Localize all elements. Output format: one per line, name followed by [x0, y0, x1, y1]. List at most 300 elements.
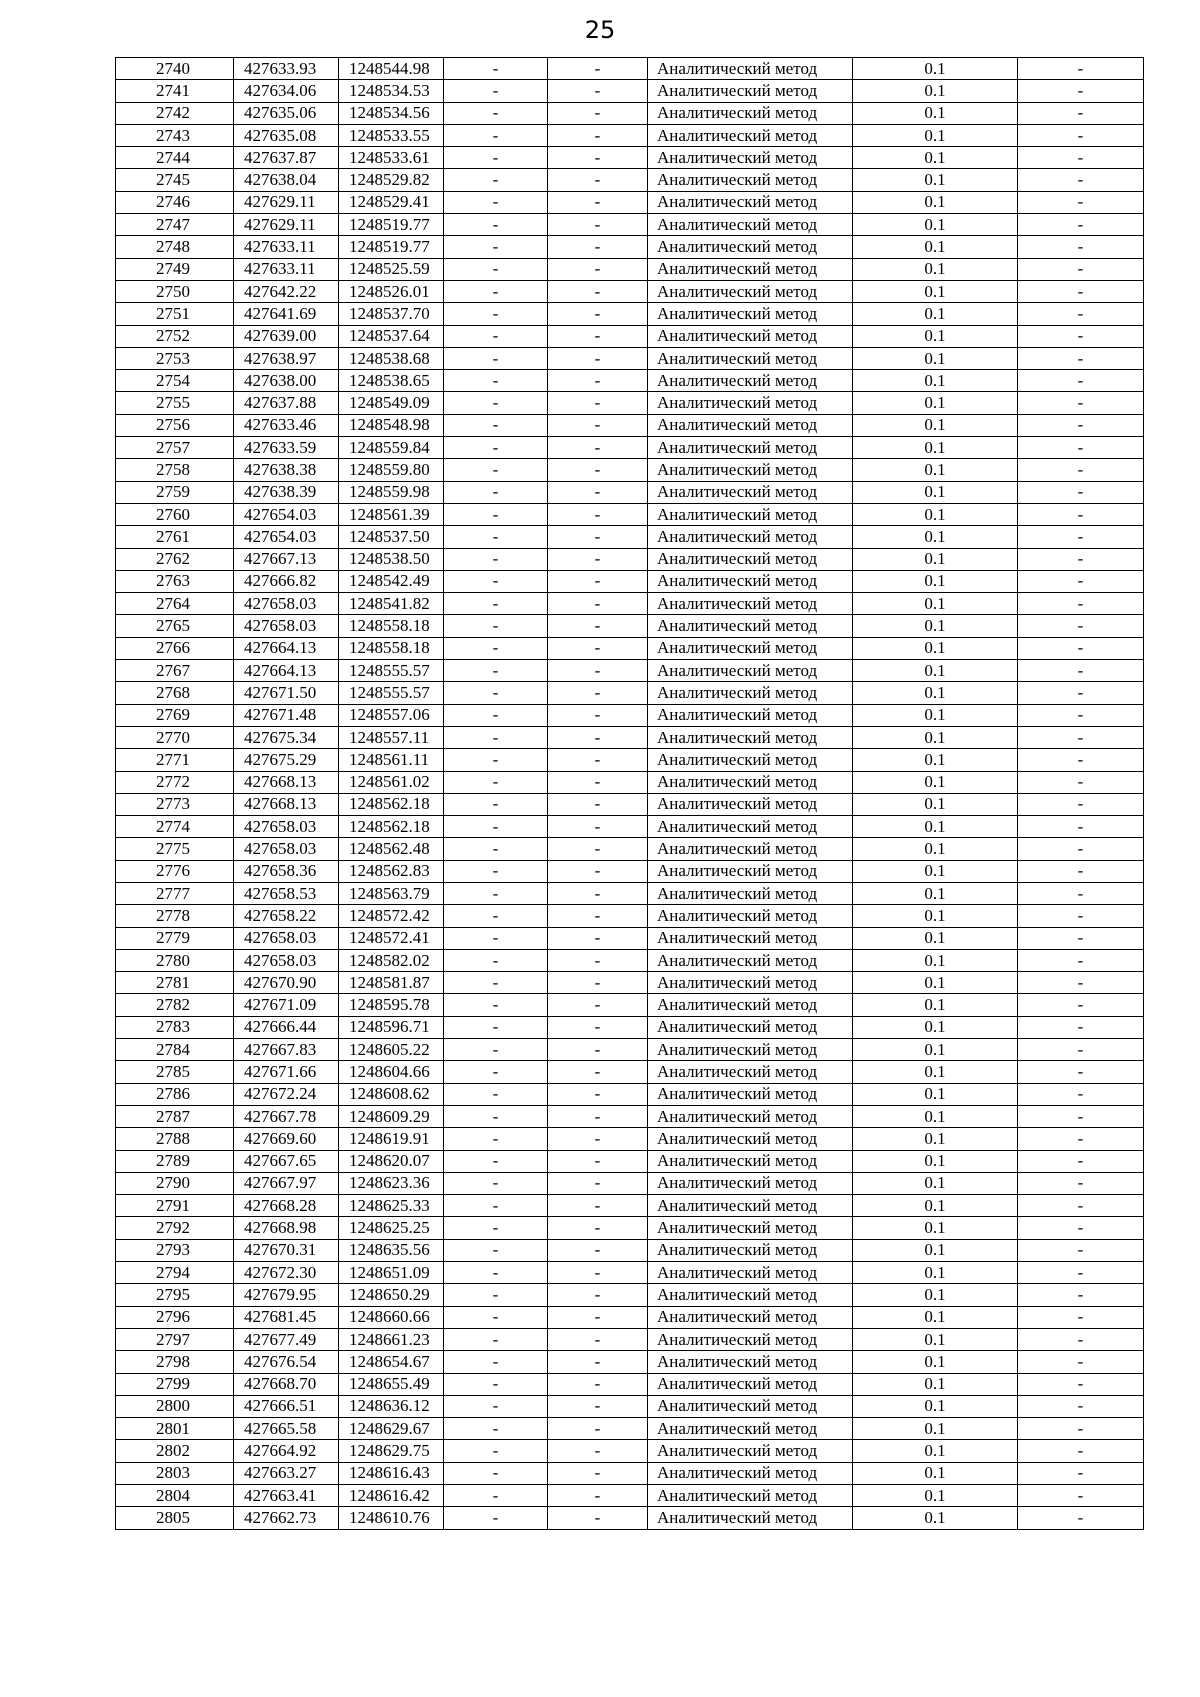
- method-cell: Аналитический метод: [648, 191, 853, 213]
- dash-cell: -: [548, 325, 648, 347]
- point-number-cell: 2784: [116, 1039, 234, 1061]
- method-cell: Аналитический метод: [648, 124, 853, 146]
- dash-cell: -: [444, 1373, 548, 1395]
- accuracy-cell: 0.1: [853, 793, 1018, 815]
- dash-cell: -: [1018, 1373, 1144, 1395]
- dash-cell: -: [548, 236, 648, 258]
- dash-cell: -: [1018, 258, 1144, 280]
- table-row: [116, 927, 1144, 949]
- dash-cell: -: [1018, 660, 1144, 682]
- dash-cell: -: [1018, 949, 1144, 971]
- dash-cell: -: [1018, 1105, 1144, 1127]
- dash-cell: -: [1018, 437, 1144, 459]
- point-number-cell: 2743: [116, 124, 234, 146]
- dash-cell: -: [548, 882, 648, 904]
- accuracy-cell: 0.1: [853, 124, 1018, 146]
- dash-cell: -: [444, 481, 548, 503]
- dash-cell: -: [1018, 1061, 1144, 1083]
- x-coordinate-cell: 427638.39: [234, 481, 339, 503]
- table-row: [116, 548, 1144, 570]
- accuracy-cell: 0.1: [853, 1485, 1018, 1507]
- point-number-cell: 2746: [116, 191, 234, 213]
- dash-cell: -: [1018, 414, 1144, 436]
- point-number-cell: 2752: [116, 325, 234, 347]
- point-number-cell: 2755: [116, 392, 234, 414]
- dash-cell: -: [444, 882, 548, 904]
- y-coordinate-cell: 1248538.65: [339, 370, 444, 392]
- accuracy-cell: 0.1: [853, 437, 1018, 459]
- dash-cell: -: [444, 905, 548, 927]
- y-coordinate-cell: 1248620.07: [339, 1150, 444, 1172]
- dash-cell: -: [548, 1016, 648, 1038]
- point-number-cell: 2757: [116, 437, 234, 459]
- dash-cell: -: [444, 214, 548, 236]
- point-number-cell: 2795: [116, 1284, 234, 1306]
- accuracy-cell: 0.1: [853, 1128, 1018, 1150]
- accuracy-cell: 0.1: [853, 1418, 1018, 1440]
- table-row: [116, 392, 1144, 414]
- dash-cell: -: [444, 169, 548, 191]
- dash-cell: -: [1018, 816, 1144, 838]
- table-row: [116, 1083, 1144, 1105]
- x-coordinate-cell: 427634.06: [234, 80, 339, 102]
- method-cell: Аналитический метод: [648, 1462, 853, 1484]
- table-row: [116, 1150, 1144, 1172]
- x-coordinate-cell: 427670.90: [234, 972, 339, 994]
- y-coordinate-cell: 1248562.48: [339, 838, 444, 860]
- dash-cell: -: [548, 1105, 648, 1127]
- table-row: [116, 1105, 1144, 1127]
- accuracy-cell: 0.1: [853, 905, 1018, 927]
- dash-cell: -: [444, 949, 548, 971]
- point-number-cell: 2759: [116, 481, 234, 503]
- x-coordinate-cell: 427668.28: [234, 1195, 339, 1217]
- y-coordinate-cell: 1248538.68: [339, 347, 444, 369]
- method-cell: Аналитический метод: [648, 1039, 853, 1061]
- method-cell: Аналитический метод: [648, 1262, 853, 1284]
- table-row: [116, 1195, 1144, 1217]
- point-number-cell: 2775: [116, 838, 234, 860]
- y-coordinate-cell: 1248533.61: [339, 147, 444, 169]
- dash-cell: -: [444, 1485, 548, 1507]
- method-cell: Аналитический метод: [648, 1284, 853, 1306]
- accuracy-cell: 0.1: [853, 660, 1018, 682]
- table-row: [116, 704, 1144, 726]
- dash-cell: -: [1018, 1083, 1144, 1105]
- dash-cell: -: [1018, 570, 1144, 592]
- dash-cell: -: [1018, 704, 1144, 726]
- table-row: [116, 1440, 1144, 1462]
- dash-cell: -: [1018, 1485, 1144, 1507]
- dash-cell: -: [1018, 682, 1144, 704]
- dash-cell: -: [444, 1195, 548, 1217]
- point-number-cell: 2779: [116, 927, 234, 949]
- accuracy-cell: 0.1: [853, 749, 1018, 771]
- dash-cell: -: [444, 1440, 548, 1462]
- x-coordinate-cell: 427663.41: [234, 1485, 339, 1507]
- dash-cell: -: [1018, 102, 1144, 124]
- table-body: [116, 58, 1144, 1530]
- table-row: [116, 214, 1144, 236]
- dash-cell: -: [548, 771, 648, 793]
- dash-cell: -: [444, 1083, 548, 1105]
- dash-cell: -: [444, 1172, 548, 1194]
- dash-cell: -: [444, 1128, 548, 1150]
- x-coordinate-cell: 427672.30: [234, 1262, 339, 1284]
- accuracy-cell: 0.1: [853, 860, 1018, 882]
- point-number-cell: 2762: [116, 548, 234, 570]
- dash-cell: -: [444, 526, 548, 548]
- method-cell: Аналитический метод: [648, 526, 853, 548]
- method-cell: Аналитический метод: [648, 726, 853, 748]
- y-coordinate-cell: 1248559.98: [339, 481, 444, 503]
- method-cell: Аналитический метод: [648, 214, 853, 236]
- dash-cell: -: [548, 214, 648, 236]
- accuracy-cell: 0.1: [853, 1016, 1018, 1038]
- table-row: [116, 1373, 1144, 1395]
- accuracy-cell: 0.1: [853, 503, 1018, 525]
- table-row: [116, 80, 1144, 102]
- y-coordinate-cell: 1248544.98: [339, 58, 444, 80]
- dash-cell: -: [444, 102, 548, 124]
- method-cell: Аналитический метод: [648, 1351, 853, 1373]
- dash-cell: -: [1018, 459, 1144, 481]
- dash-cell: -: [444, 1462, 548, 1484]
- method-cell: Аналитический метод: [648, 927, 853, 949]
- x-coordinate-cell: 427637.88: [234, 392, 339, 414]
- table-row: [116, 258, 1144, 280]
- accuracy-cell: 0.1: [853, 1306, 1018, 1328]
- dash-cell: -: [444, 927, 548, 949]
- method-cell: Аналитический метод: [648, 1172, 853, 1194]
- point-number-cell: 2751: [116, 303, 234, 325]
- dash-cell: -: [548, 503, 648, 525]
- dash-cell: -: [444, 994, 548, 1016]
- x-coordinate-cell: 427658.03: [234, 615, 339, 637]
- y-coordinate-cell: 1248596.71: [339, 1016, 444, 1038]
- accuracy-cell: 0.1: [853, 994, 1018, 1016]
- dash-cell: -: [548, 280, 648, 302]
- dash-cell: -: [1018, 726, 1144, 748]
- x-coordinate-cell: 427681.45: [234, 1306, 339, 1328]
- method-cell: Аналитический метод: [648, 80, 853, 102]
- x-coordinate-cell: 427633.93: [234, 58, 339, 80]
- dash-cell: -: [1018, 1418, 1144, 1440]
- dash-cell: -: [1018, 1262, 1144, 1284]
- x-coordinate-cell: 427668.98: [234, 1217, 339, 1239]
- dash-cell: -: [444, 838, 548, 860]
- table-row: [116, 147, 1144, 169]
- table-row: [116, 1039, 1144, 1061]
- point-number-cell: 2800: [116, 1395, 234, 1417]
- accuracy-cell: 0.1: [853, 347, 1018, 369]
- method-cell: Аналитический метод: [648, 437, 853, 459]
- x-coordinate-cell: 427637.87: [234, 147, 339, 169]
- dash-cell: -: [548, 347, 648, 369]
- dash-cell: -: [444, 1284, 548, 1306]
- point-number-cell: 2750: [116, 280, 234, 302]
- point-number-cell: 2763: [116, 570, 234, 592]
- method-cell: Аналитический метод: [648, 637, 853, 659]
- point-number-cell: 2748: [116, 236, 234, 258]
- x-coordinate-cell: 427667.83: [234, 1039, 339, 1061]
- y-coordinate-cell: 1248561.39: [339, 503, 444, 525]
- dash-cell: -: [444, 392, 548, 414]
- method-cell: Аналитический метод: [648, 615, 853, 637]
- x-coordinate-cell: 427671.66: [234, 1061, 339, 1083]
- y-coordinate-cell: 1248561.11: [339, 749, 444, 771]
- y-coordinate-cell: 1248526.01: [339, 280, 444, 302]
- y-coordinate-cell: 1248660.66: [339, 1306, 444, 1328]
- dash-cell: -: [1018, 191, 1144, 213]
- method-cell: Аналитический метод: [648, 771, 853, 793]
- dash-cell: -: [444, 191, 548, 213]
- dash-cell: -: [1018, 1150, 1144, 1172]
- point-number-cell: 2780: [116, 949, 234, 971]
- point-number-cell: 2749: [116, 258, 234, 280]
- x-coordinate-cell: 427664.92: [234, 1440, 339, 1462]
- method-cell: Аналитический метод: [648, 816, 853, 838]
- point-number-cell: 2801: [116, 1418, 234, 1440]
- dash-cell: -: [444, 704, 548, 726]
- method-cell: Аналитический метод: [648, 1083, 853, 1105]
- method-cell: Аналитический метод: [648, 1016, 853, 1038]
- x-coordinate-cell: 427635.06: [234, 102, 339, 124]
- dash-cell: -: [444, 1217, 548, 1239]
- accuracy-cell: 0.1: [853, 325, 1018, 347]
- dash-cell: -: [548, 570, 648, 592]
- x-coordinate-cell: 427658.53: [234, 882, 339, 904]
- x-coordinate-cell: 427667.97: [234, 1172, 339, 1194]
- dash-cell: -: [1018, 214, 1144, 236]
- accuracy-cell: 0.1: [853, 236, 1018, 258]
- method-cell: Аналитический метод: [648, 325, 853, 347]
- dash-cell: -: [1018, 147, 1144, 169]
- dash-cell: -: [548, 1284, 648, 1306]
- y-coordinate-cell: 1248605.22: [339, 1039, 444, 1061]
- dash-cell: -: [444, 1016, 548, 1038]
- dash-cell: -: [1018, 1440, 1144, 1462]
- table-row: [116, 905, 1144, 927]
- dash-cell: -: [1018, 503, 1144, 525]
- dash-cell: -: [548, 481, 648, 503]
- table-row: [116, 949, 1144, 971]
- y-coordinate-cell: 1248537.70: [339, 303, 444, 325]
- table-row: [116, 793, 1144, 815]
- dash-cell: -: [1018, 793, 1144, 815]
- x-coordinate-cell: 427670.31: [234, 1239, 339, 1261]
- x-coordinate-cell: 427667.65: [234, 1150, 339, 1172]
- x-coordinate-cell: 427675.29: [234, 749, 339, 771]
- accuracy-cell: 0.1: [853, 570, 1018, 592]
- dash-cell: -: [548, 370, 648, 392]
- dash-cell: -: [548, 593, 648, 615]
- accuracy-cell: 0.1: [853, 1083, 1018, 1105]
- x-coordinate-cell: 427666.51: [234, 1395, 339, 1417]
- dash-cell: -: [1018, 370, 1144, 392]
- dash-cell: -: [548, 682, 648, 704]
- x-coordinate-cell: 427658.36: [234, 860, 339, 882]
- point-number-cell: 2787: [116, 1105, 234, 1127]
- y-coordinate-cell: 1248534.53: [339, 80, 444, 102]
- dash-cell: -: [548, 637, 648, 659]
- dash-cell: -: [548, 303, 648, 325]
- x-coordinate-cell: 427662.73: [234, 1507, 339, 1529]
- dash-cell: -: [548, 816, 648, 838]
- y-coordinate-cell: 1248572.42: [339, 905, 444, 927]
- dash-cell: -: [444, 660, 548, 682]
- method-cell: Аналитический метод: [648, 347, 853, 369]
- dash-cell: -: [548, 793, 648, 815]
- y-coordinate-cell: 1248542.49: [339, 570, 444, 592]
- dash-cell: -: [548, 838, 648, 860]
- y-coordinate-cell: 1248629.75: [339, 1440, 444, 1462]
- dash-cell: -: [444, 1150, 548, 1172]
- y-coordinate-cell: 1248595.78: [339, 994, 444, 1016]
- point-number-cell: 2766: [116, 637, 234, 659]
- dash-cell: -: [1018, 1507, 1144, 1529]
- dash-cell: -: [444, 771, 548, 793]
- method-cell: Аналитический метод: [648, 1485, 853, 1507]
- y-coordinate-cell: 1248537.64: [339, 325, 444, 347]
- y-coordinate-cell: 1248608.62: [339, 1083, 444, 1105]
- dash-cell: -: [444, 147, 548, 169]
- accuracy-cell: 0.1: [853, 593, 1018, 615]
- dash-cell: -: [1018, 325, 1144, 347]
- x-coordinate-cell: 427658.03: [234, 949, 339, 971]
- y-coordinate-cell: 1248558.18: [339, 637, 444, 659]
- accuracy-cell: 0.1: [853, 682, 1018, 704]
- point-number-cell: 2770: [116, 726, 234, 748]
- y-coordinate-cell: 1248562.18: [339, 816, 444, 838]
- method-cell: Аналитический метод: [648, 593, 853, 615]
- x-coordinate-cell: 427633.11: [234, 236, 339, 258]
- method-cell: Аналитический метод: [648, 704, 853, 726]
- point-number-cell: 2758: [116, 459, 234, 481]
- dash-cell: -: [1018, 347, 1144, 369]
- table-row: [116, 749, 1144, 771]
- dash-cell: -: [444, 548, 548, 570]
- dash-cell: -: [444, 303, 548, 325]
- point-number-cell: 2747: [116, 214, 234, 236]
- dash-cell: -: [548, 102, 648, 124]
- accuracy-cell: 0.1: [853, 1217, 1018, 1239]
- y-coordinate-cell: 1248661.23: [339, 1328, 444, 1350]
- dash-cell: -: [444, 1395, 548, 1417]
- point-number-cell: 2794: [116, 1262, 234, 1284]
- method-cell: Аналитический метод: [648, 570, 853, 592]
- table-row: [116, 437, 1144, 459]
- method-cell: Аналитический метод: [648, 905, 853, 927]
- dash-cell: -: [444, 370, 548, 392]
- table-row: [116, 459, 1144, 481]
- dash-cell: -: [444, 503, 548, 525]
- x-coordinate-cell: 427663.27: [234, 1462, 339, 1484]
- table-row: [116, 1328, 1144, 1350]
- dash-cell: -: [444, 1061, 548, 1083]
- accuracy-cell: 0.1: [853, 191, 1018, 213]
- x-coordinate-cell: 427638.04: [234, 169, 339, 191]
- y-coordinate-cell: 1248625.25: [339, 1217, 444, 1239]
- table-row: [116, 771, 1144, 793]
- point-number-cell: 2782: [116, 994, 234, 1016]
- dash-cell: -: [444, 972, 548, 994]
- accuracy-cell: 0.1: [853, 1507, 1018, 1529]
- dash-cell: -: [1018, 593, 1144, 615]
- y-coordinate-cell: 1248651.09: [339, 1262, 444, 1284]
- method-cell: Аналитический метод: [648, 303, 853, 325]
- table-row: [116, 615, 1144, 637]
- point-number-cell: 2765: [116, 615, 234, 637]
- point-number-cell: 2769: [116, 704, 234, 726]
- x-coordinate-cell: 427638.38: [234, 459, 339, 481]
- accuracy-cell: 0.1: [853, 972, 1018, 994]
- method-cell: Аналитический метод: [648, 793, 853, 815]
- point-number-cell: 2786: [116, 1083, 234, 1105]
- point-number-cell: 2771: [116, 749, 234, 771]
- point-number-cell: 2785: [116, 1061, 234, 1083]
- dash-cell: -: [548, 949, 648, 971]
- dash-cell: -: [548, 124, 648, 146]
- method-cell: Аналитический метод: [648, 860, 853, 882]
- dash-cell: -: [1018, 771, 1144, 793]
- dash-cell: -: [444, 236, 548, 258]
- table-row: [116, 1306, 1144, 1328]
- dash-cell: -: [548, 1485, 648, 1507]
- dash-cell: -: [548, 1328, 648, 1350]
- y-coordinate-cell: 1248558.18: [339, 615, 444, 637]
- table-row: [116, 102, 1144, 124]
- point-number-cell: 2772: [116, 771, 234, 793]
- accuracy-cell: 0.1: [853, 1373, 1018, 1395]
- x-coordinate-cell: 427654.03: [234, 503, 339, 525]
- accuracy-cell: 0.1: [853, 370, 1018, 392]
- dash-cell: -: [1018, 1016, 1144, 1038]
- x-coordinate-cell: 427679.95: [234, 1284, 339, 1306]
- dash-cell: -: [1018, 860, 1144, 882]
- point-number-cell: 2773: [116, 793, 234, 815]
- dash-cell: -: [548, 526, 648, 548]
- table-row: [116, 191, 1144, 213]
- table-row: [116, 1217, 1144, 1239]
- dash-cell: -: [548, 905, 648, 927]
- x-coordinate-cell: 427654.03: [234, 526, 339, 548]
- point-number-cell: 2740: [116, 58, 234, 80]
- point-number-cell: 2783: [116, 1016, 234, 1038]
- accuracy-cell: 0.1: [853, 927, 1018, 949]
- dash-cell: -: [548, 58, 648, 80]
- y-coordinate-cell: 1248609.29: [339, 1105, 444, 1127]
- x-coordinate-cell: 427667.78: [234, 1105, 339, 1127]
- dash-cell: -: [548, 258, 648, 280]
- x-coordinate-cell: 427672.24: [234, 1083, 339, 1105]
- x-coordinate-cell: 427658.03: [234, 816, 339, 838]
- dash-cell: -: [444, 1306, 548, 1328]
- point-number-cell: 2764: [116, 593, 234, 615]
- dash-cell: -: [1018, 1128, 1144, 1150]
- point-number-cell: 2805: [116, 1507, 234, 1529]
- point-number-cell: 2745: [116, 169, 234, 191]
- dash-cell: -: [1018, 615, 1144, 637]
- accuracy-cell: 0.1: [853, 949, 1018, 971]
- point-number-cell: 2804: [116, 1485, 234, 1507]
- table-row: [116, 414, 1144, 436]
- dash-cell: -: [548, 1239, 648, 1261]
- method-cell: Аналитический метод: [648, 1195, 853, 1217]
- dash-cell: -: [444, 258, 548, 280]
- dash-cell: -: [444, 459, 548, 481]
- dash-cell: -: [1018, 1284, 1144, 1306]
